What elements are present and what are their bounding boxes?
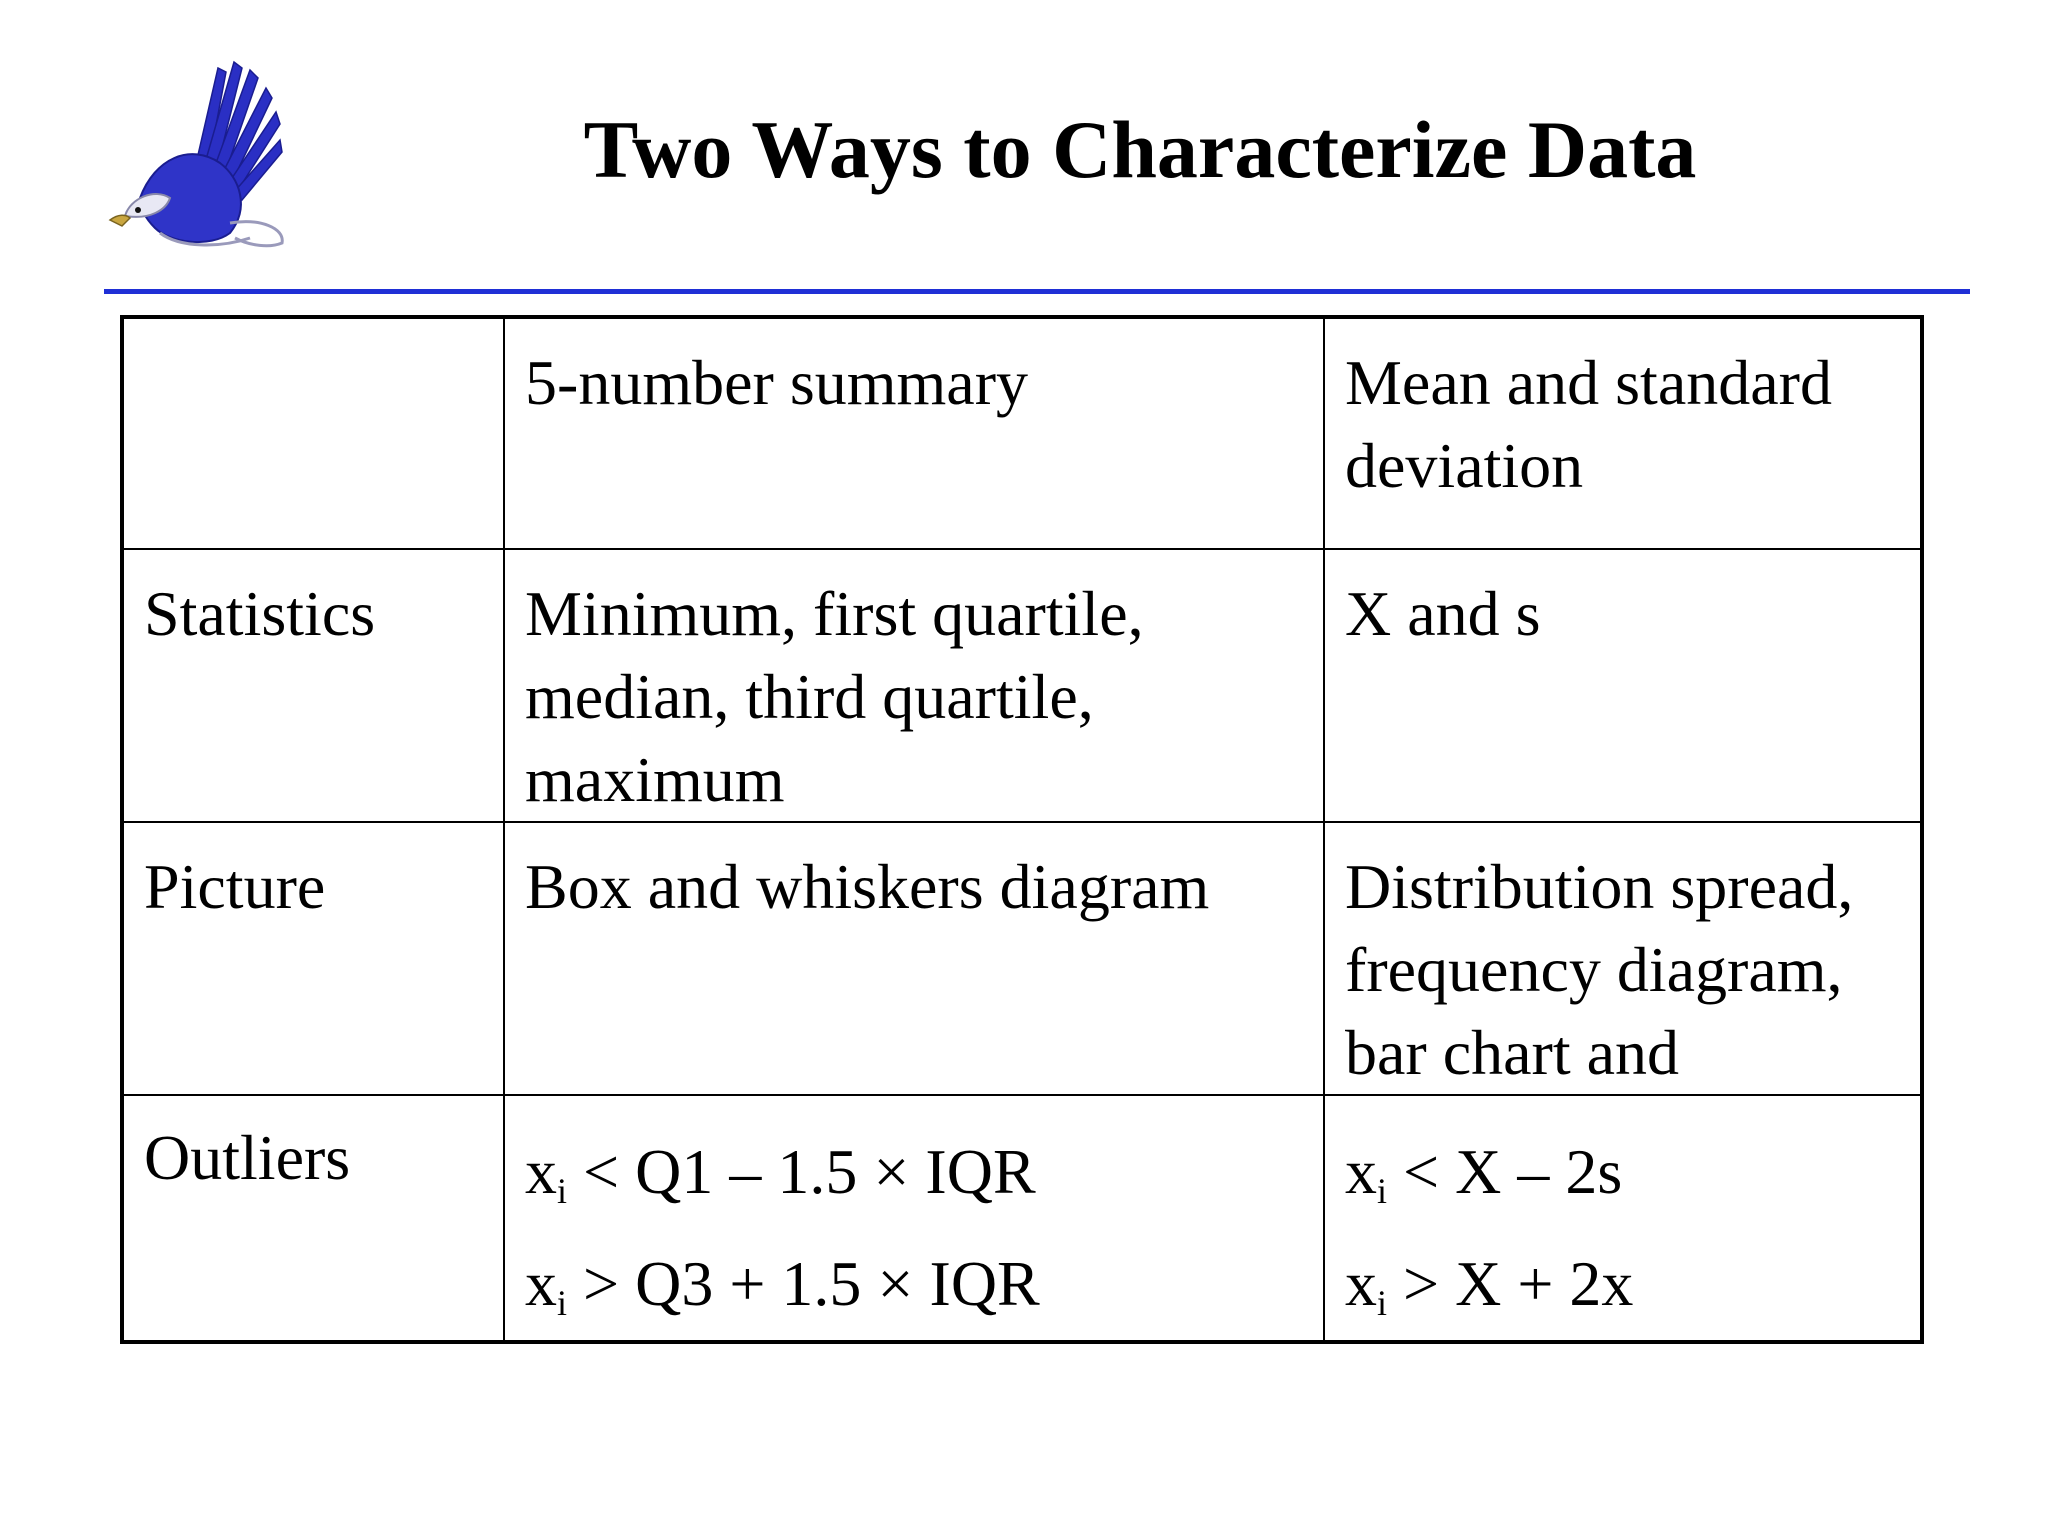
title-divider [104, 289, 1970, 294]
row-label-outliers: Outliers [122, 1095, 504, 1342]
table-cell-statistics-5num: Minimum, first quartile, median, third quartile, maximum [504, 549, 1324, 822]
table-row [122, 317, 1922, 549]
formula-upper-fence-sd: $x_i > X + 2x$ [1345, 1248, 1634, 1323]
table-cell-header-empty [122, 317, 504, 549]
table-row [122, 822, 1922, 1095]
table-row [122, 549, 1922, 822]
table-row [122, 1095, 1922, 1342]
table-cell-statistics-mean-sd: X and s [1324, 549, 1922, 822]
table-cell-outliers-mean-sd [1324, 1095, 1922, 1342]
table-cell-header-mean-sd: Mean and standard deviation [1324, 317, 1922, 549]
formula-lower-fence-sd: $x_i < X - 2s$ [1345, 1136, 1623, 1211]
slide-title: Two Ways to Characterize Data [583, 104, 1697, 195]
table-cell-header-5-number-summary: 5-number summary [504, 317, 1324, 549]
table-cell-picture-5num: Box and whiskers diagram [504, 822, 1324, 1095]
table-cell-picture-mean-sd: Distribution spread, frequency diagram, bar chart and [1324, 822, 1922, 1095]
row-label-picture: Picture [122, 822, 504, 1095]
formula-lower-fence-iqr: $x_i < Q1 - 1.5$ × IQR [525, 1136, 1036, 1211]
comparison-table [120, 315, 1924, 1344]
table-cell-outliers-5num [504, 1095, 1324, 1342]
row-label-statistics: Statistics [122, 549, 504, 822]
formula-upper-fence-iqr: $x_i > Q3 + 1.5$ × IQR [525, 1248, 1040, 1323]
eagle-icon [100, 48, 290, 248]
